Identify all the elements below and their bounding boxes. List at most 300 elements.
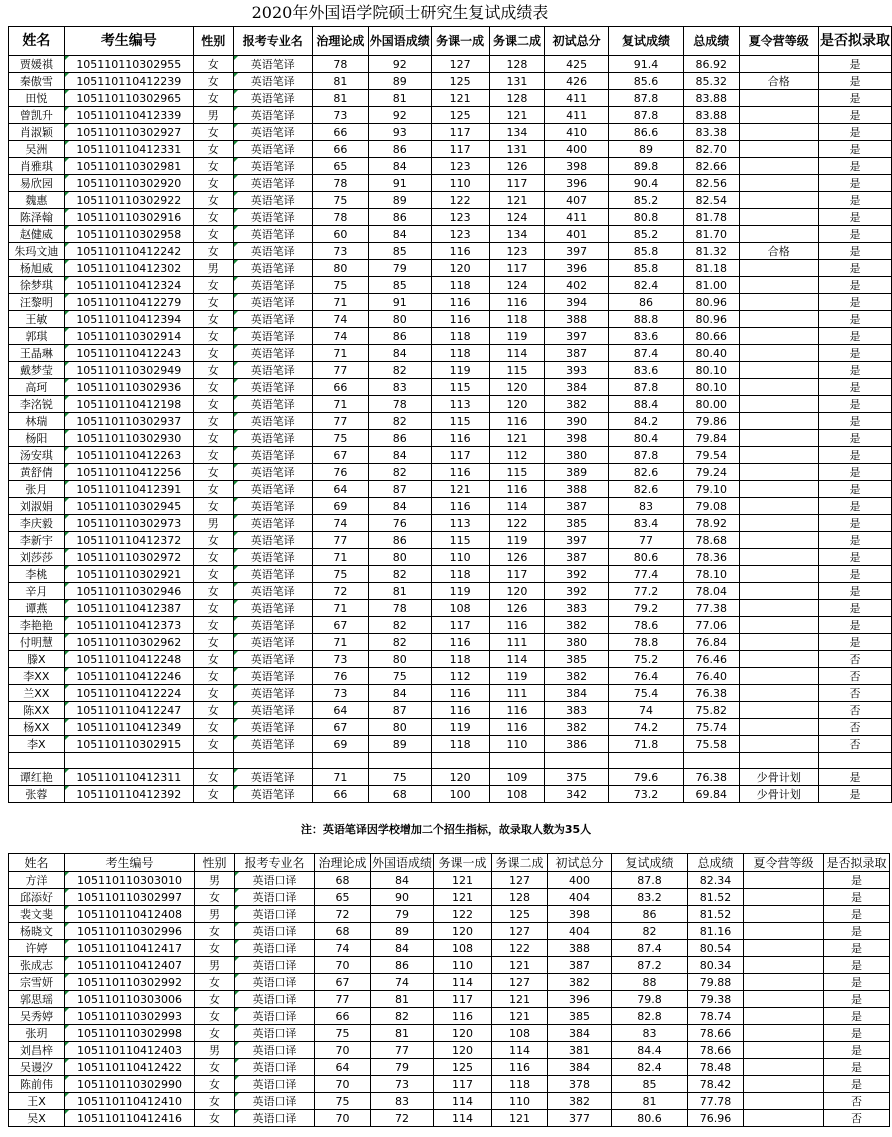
- table-cell: 张玥: [9, 1025, 65, 1042]
- table-cell: 121: [492, 1110, 548, 1127]
- table-cell: 83.4: [608, 515, 683, 532]
- table-cell: 李艳艳: [9, 617, 65, 634]
- table-cell: 128: [489, 90, 545, 107]
- table-cell: 116: [431, 243, 489, 260]
- table-row: [9, 974, 890, 991]
- table-cell: 宗雪妍: [9, 974, 65, 991]
- table-cell: 117: [434, 991, 492, 1008]
- table-cell: 93: [368, 124, 431, 141]
- table-row: [9, 277, 892, 294]
- table-cell: 105110110412403: [65, 1042, 195, 1059]
- table-cell: 男: [195, 957, 235, 974]
- table-cell: 121: [431, 90, 489, 107]
- table-cell: 否: [824, 1093, 890, 1110]
- table-row: [9, 56, 892, 73]
- table-cell: [739, 90, 818, 107]
- table-cell: 78.36: [684, 549, 739, 566]
- table-cell: 是: [818, 447, 891, 464]
- table-cell: [739, 498, 818, 515]
- table-cell: 64: [312, 481, 368, 498]
- table-cell: 82.4: [612, 1059, 688, 1076]
- table-cell: 是: [818, 600, 891, 617]
- table-cell: 70: [315, 1042, 371, 1059]
- table-cell: 105110110412331: [64, 141, 193, 158]
- table-cell: 75.2: [608, 651, 683, 668]
- table-cell: 75.74: [684, 719, 739, 736]
- page-title: 2020年外国语学院硕士研究生复试成绩表: [251, 3, 549, 22]
- table-cell: 英语笔译: [233, 447, 312, 464]
- table-row: [9, 1025, 890, 1042]
- table-cell: 女: [195, 1008, 235, 1025]
- table-cell: 127: [492, 923, 548, 940]
- table-cell: 是: [818, 294, 891, 311]
- table-cell: 英语口译: [235, 974, 315, 991]
- table-cell: 82: [368, 362, 431, 379]
- table-cell: 英语笔译: [233, 345, 312, 362]
- table-cell: 105110110302936: [64, 379, 193, 396]
- table-cell: [739, 345, 818, 362]
- table-cell: 英语笔译: [233, 634, 312, 651]
- table-cell: 105110110302992: [65, 974, 195, 991]
- table-cell: 是: [818, 532, 891, 549]
- table-cell: 105110110302962: [64, 634, 193, 651]
- table-cell: 109: [489, 769, 545, 786]
- column-header: 性别: [195, 854, 235, 872]
- table-cell: 女: [193, 226, 233, 243]
- table-cell: [739, 379, 818, 396]
- table-cell: 68: [315, 923, 371, 940]
- table-cell: 77: [608, 532, 683, 549]
- table-cell: 66: [312, 786, 368, 803]
- table-cell: 付明慧: [9, 634, 65, 651]
- table-cell: 秦傲雪: [9, 73, 65, 90]
- table-cell: 女: [193, 124, 233, 141]
- table-cell: 74: [312, 311, 368, 328]
- table-cell: 69: [312, 498, 368, 515]
- table-cell: 384: [545, 685, 609, 702]
- table-cell: [739, 124, 818, 141]
- table-cell: 116: [489, 294, 545, 311]
- table-cell: 英语口译: [235, 872, 315, 889]
- table-cell: 女: [195, 940, 235, 957]
- table-cell: 是: [824, 1076, 890, 1093]
- table-row: [9, 396, 892, 413]
- table-cell: 陈前伟: [9, 1076, 65, 1093]
- table-cell: 127: [492, 974, 548, 991]
- table-cell: 105110110302996: [65, 923, 195, 940]
- table-cell: 魏惠: [9, 192, 65, 209]
- table-cell: 英语笔译: [233, 583, 312, 600]
- table-cell: 英语口译: [235, 1076, 315, 1093]
- table-cell: 407: [545, 192, 609, 209]
- table-cell: 英语笔译: [233, 328, 312, 345]
- table-cell: 83: [371, 1093, 434, 1110]
- table-cell: 否: [818, 651, 891, 668]
- table-cell: [739, 702, 818, 719]
- table-cell: 辛月: [9, 583, 65, 600]
- table-cell: 79.08: [684, 498, 739, 515]
- table-cell: 是: [818, 549, 891, 566]
- table-cell: 88.8: [608, 311, 683, 328]
- table-cell: 74: [608, 702, 683, 719]
- table-cell: 男: [193, 515, 233, 532]
- table-cell: 120: [489, 379, 545, 396]
- table-cell: 女: [195, 1093, 235, 1110]
- table-cell: 汪黎明: [9, 294, 65, 311]
- table-cell: 105110110302914: [64, 328, 193, 345]
- table-cell: 386: [545, 736, 609, 753]
- table-cell: 75: [315, 1025, 371, 1042]
- table-cell: 75: [312, 277, 368, 294]
- table-cell: 李XX: [9, 668, 65, 685]
- table-cell: 76.38: [684, 685, 739, 702]
- table-cell: 是: [818, 175, 891, 192]
- table-cell: 69: [312, 736, 368, 753]
- table-cell: [739, 617, 818, 634]
- table-cell: 105110110303006: [65, 991, 195, 1008]
- table-cell: 83.88: [684, 107, 739, 124]
- table-cell: 105110110302922: [64, 192, 193, 209]
- table-cell: 85: [612, 1076, 688, 1093]
- table-cell: 122: [431, 192, 489, 209]
- table-cell: 105110110302965: [64, 90, 193, 107]
- table-cell: 张蓉: [9, 786, 65, 803]
- table-cell: 英语笔译: [233, 141, 312, 158]
- table-cell: 68: [315, 872, 371, 889]
- table-row: [9, 209, 892, 226]
- table-cell: 70: [315, 1076, 371, 1093]
- table-cell: 80.34: [688, 957, 744, 974]
- table-cell: [818, 753, 891, 769]
- table-cell: 女: [193, 345, 233, 362]
- table-cell: 121: [492, 991, 548, 1008]
- table-cell: 是: [824, 974, 890, 991]
- table-cell: 英语笔译: [233, 413, 312, 430]
- table-cell: 76.4: [608, 668, 683, 685]
- table-cell: 116: [492, 1059, 548, 1076]
- table-cell: 女: [193, 702, 233, 719]
- table-cell: 女: [193, 464, 233, 481]
- table-row: [9, 345, 892, 362]
- table-cell: 119: [489, 668, 545, 685]
- table-cell: 李桃: [9, 566, 65, 583]
- table-cell: 112: [489, 447, 545, 464]
- table-cell: 杨旭威: [9, 260, 65, 277]
- table-cell: 82.4: [608, 277, 683, 294]
- score-table-translation: [8, 26, 892, 803]
- table-cell: 79.24: [684, 464, 739, 481]
- table-cell: 赵健威: [9, 226, 65, 243]
- table-cell: 88: [612, 974, 688, 991]
- table-cell: 105110110302921: [64, 566, 193, 583]
- table-cell: 75: [312, 430, 368, 447]
- column-header: 治理论成: [315, 854, 371, 872]
- table-cell: 80.54: [688, 940, 744, 957]
- table-cell: 是: [818, 583, 891, 600]
- table-cell: 是: [818, 515, 891, 532]
- table-row: [9, 107, 892, 124]
- table-cell: 85.6: [608, 73, 683, 90]
- table-cell: 83: [368, 379, 431, 396]
- table-cell: 是: [824, 1025, 890, 1042]
- table-cell: 是: [824, 889, 890, 906]
- table-cell: 86: [368, 209, 431, 226]
- table-cell: 女: [193, 396, 233, 413]
- table-cell: 117: [431, 124, 489, 141]
- table-cell: 121: [489, 192, 545, 209]
- table-cell: 382: [545, 719, 609, 736]
- table-cell: 78: [312, 209, 368, 226]
- table-cell: 83.38: [684, 124, 739, 141]
- table-cell: 390: [545, 413, 609, 430]
- table-cell: 85: [368, 277, 431, 294]
- table-cell: 86: [368, 532, 431, 549]
- table-cell: 是: [818, 481, 891, 498]
- table-cell: 少骨计划: [739, 786, 818, 803]
- column-header: 复试成绩: [612, 854, 688, 872]
- table-cell: 79.6: [608, 769, 683, 786]
- column-header: 外国语成绩: [368, 27, 431, 56]
- table-cell: 388: [548, 940, 612, 957]
- table-row: [9, 311, 892, 328]
- table-cell: 77: [371, 1042, 434, 1059]
- table-cell: 英语笔译: [233, 685, 312, 702]
- table-cell: 71.8: [608, 736, 683, 753]
- table-cell: [739, 549, 818, 566]
- table-cell: 397: [545, 532, 609, 549]
- table-cell: [312, 753, 368, 769]
- table-cell: 林瑞: [9, 413, 65, 430]
- table-cell: 382: [548, 1093, 612, 1110]
- table-cell: 谭燕: [9, 600, 65, 617]
- table-cell: 121: [489, 430, 545, 447]
- table-cell: 105110110302946: [64, 583, 193, 600]
- table-cell: 119: [431, 583, 489, 600]
- table-cell: 82.70: [684, 141, 739, 158]
- table-cell: 85.8: [608, 243, 683, 260]
- table-cell: 82: [368, 634, 431, 651]
- score-table-interpretation: [8, 853, 890, 1127]
- table-cell: 398: [545, 430, 609, 447]
- table-cell: 79.84: [684, 430, 739, 447]
- table-cell: 85.32: [684, 73, 739, 90]
- table-cell: 女: [193, 634, 233, 651]
- table-cell: 68: [368, 786, 431, 803]
- table-cell: 389: [545, 464, 609, 481]
- table-cell: 92: [368, 107, 431, 124]
- table-cell: 72: [312, 583, 368, 600]
- table-cell: 108: [489, 786, 545, 803]
- table-cell: [739, 430, 818, 447]
- column-header: 姓名: [9, 27, 65, 56]
- table-cell: 英语笔译: [233, 73, 312, 90]
- table-cell: 394: [545, 294, 609, 311]
- table-cell: 英语笔译: [233, 481, 312, 498]
- column-header: 考生编号: [64, 27, 193, 56]
- table-cell: 83: [608, 498, 683, 515]
- table-cell: 378: [548, 1076, 612, 1093]
- table-cell: 是: [818, 769, 891, 786]
- table-cell: 75: [368, 668, 431, 685]
- table-row: [9, 719, 892, 736]
- table-cell: 105110110412198: [64, 396, 193, 413]
- table-cell: 男: [193, 107, 233, 124]
- table-cell: 396: [545, 175, 609, 192]
- table-cell: 是: [818, 430, 891, 447]
- table-cell: 66: [312, 141, 368, 158]
- table-cell: 65: [315, 889, 371, 906]
- table-cell: 382: [545, 396, 609, 413]
- table-cell: 是: [818, 56, 891, 73]
- table-cell: 385: [548, 1008, 612, 1025]
- table-cell: 女: [193, 769, 233, 786]
- table-row: [9, 90, 892, 107]
- table-cell: [739, 566, 818, 583]
- table-cell: 71: [312, 634, 368, 651]
- table-cell: 78.04: [684, 583, 739, 600]
- table-cell: 75: [312, 192, 368, 209]
- table-cell: 78: [312, 175, 368, 192]
- table-cell: 少骨计划: [739, 769, 818, 786]
- table-cell: [739, 226, 818, 243]
- table-cell: 392: [545, 583, 609, 600]
- table-cell: [744, 1042, 824, 1059]
- table-row: [9, 515, 892, 532]
- table-cell: [193, 753, 233, 769]
- table-cell: 411: [545, 90, 609, 107]
- table-cell: 是: [818, 328, 891, 345]
- table-cell: 125: [431, 73, 489, 90]
- table-cell: 女: [193, 56, 233, 73]
- table-cell: 是: [818, 124, 891, 141]
- table-cell: 115: [431, 379, 489, 396]
- table-cell: 女: [193, 379, 233, 396]
- table-cell: 381: [548, 1042, 612, 1059]
- table-row: [9, 600, 892, 617]
- table-cell: 曾凯升: [9, 107, 65, 124]
- table-cell: [368, 753, 431, 769]
- table-cell: 78.68: [684, 532, 739, 549]
- table-cell: 否: [824, 1110, 890, 1127]
- table-cell: 83.88: [684, 90, 739, 107]
- table-cell: [739, 447, 818, 464]
- table-cell: 384: [548, 1059, 612, 1076]
- table-cell: 戴梦莹: [9, 362, 65, 379]
- table-cell: 116: [431, 430, 489, 447]
- quota-note: 注：英语笔译因学校增加二个招生指标，故录取人数为35人: [300, 823, 592, 836]
- table-cell: 105110110302993: [65, 1008, 195, 1025]
- table-cell: 387: [545, 345, 609, 362]
- table-cell: 82: [368, 413, 431, 430]
- table-cell: 77: [312, 362, 368, 379]
- table-cell: 徐梦琪: [9, 277, 65, 294]
- table-row: [9, 175, 892, 192]
- table-cell: 张成志: [9, 957, 65, 974]
- table-cell: 女: [193, 566, 233, 583]
- column-header: 复试成绩: [608, 27, 683, 56]
- table-cell: 女: [193, 209, 233, 226]
- table-cell: 88.4: [608, 396, 683, 413]
- table-cell: 108: [492, 1025, 548, 1042]
- table-cell: 81.32: [684, 243, 739, 260]
- table-cell: 384: [545, 379, 609, 396]
- table-cell: 女: [193, 192, 233, 209]
- table-cell: [64, 753, 193, 769]
- table-cell: 80: [368, 719, 431, 736]
- table-cell: 英语口译: [235, 923, 315, 940]
- table-cell: 杨阳: [9, 430, 65, 447]
- table-cell: 英语笔译: [233, 379, 312, 396]
- table-row: [9, 379, 892, 396]
- table-cell: 123: [489, 243, 545, 260]
- table-cell: 80.96: [684, 294, 739, 311]
- table-cell: 105110110412246: [64, 668, 193, 685]
- table-cell: 许婷: [9, 940, 65, 957]
- table-cell: 女: [193, 243, 233, 260]
- table-cell: 75: [315, 1093, 371, 1110]
- table-cell: 73: [312, 243, 368, 260]
- table-cell: 387: [545, 549, 609, 566]
- table-row: [9, 1042, 890, 1059]
- table-row: [9, 141, 892, 158]
- table-cell: [489, 753, 545, 769]
- table-cell: 117: [489, 175, 545, 192]
- table-cell: 126: [489, 600, 545, 617]
- table-cell: 66: [315, 1008, 371, 1025]
- table-cell: 84.4: [612, 1042, 688, 1059]
- table-row: [9, 1093, 890, 1110]
- header-row: [9, 27, 892, 56]
- table-cell: 刘淑娟: [9, 498, 65, 515]
- table-cell: 105110110412394: [64, 311, 193, 328]
- table-cell: 英语笔译: [233, 175, 312, 192]
- table-cell: 118: [489, 311, 545, 328]
- table-cell: 78.66: [688, 1042, 744, 1059]
- table-cell: 是: [818, 243, 891, 260]
- table-cell: 80.10: [684, 362, 739, 379]
- table-cell: 英语笔译: [233, 430, 312, 447]
- table-cell: 女: [193, 413, 233, 430]
- table-cell: 121: [431, 481, 489, 498]
- table-cell: 382: [545, 617, 609, 634]
- table-cell: 女: [193, 600, 233, 617]
- table-cell: 英语笔译: [233, 515, 312, 532]
- table-cell: 121: [492, 1008, 548, 1025]
- table-cell: 英语笔译: [233, 651, 312, 668]
- table-cell: 410: [545, 124, 609, 141]
- table-row: [9, 769, 892, 786]
- table-row: [9, 957, 890, 974]
- table-row: [9, 498, 892, 515]
- table-cell: 115: [431, 413, 489, 430]
- table-cell: 411: [545, 209, 609, 226]
- table-cell: 105110110302937: [64, 413, 193, 430]
- table-cell: 80: [312, 260, 368, 277]
- table-cell: 87.8: [608, 379, 683, 396]
- table-cell: 81: [368, 583, 431, 600]
- table-cell: 汤安琪: [9, 447, 65, 464]
- table-cell: 女: [193, 158, 233, 175]
- column-header: 务课一成: [431, 27, 489, 56]
- table-cell: 80.6: [608, 549, 683, 566]
- table-row: [9, 549, 892, 566]
- table-cell: 女: [193, 549, 233, 566]
- table-cell: 86: [368, 328, 431, 345]
- table-cell: 91: [368, 294, 431, 311]
- table-cell: 78.66: [688, 1025, 744, 1042]
- table-cell: 87.8: [608, 447, 683, 464]
- column-header: 夏令营等级: [744, 854, 824, 872]
